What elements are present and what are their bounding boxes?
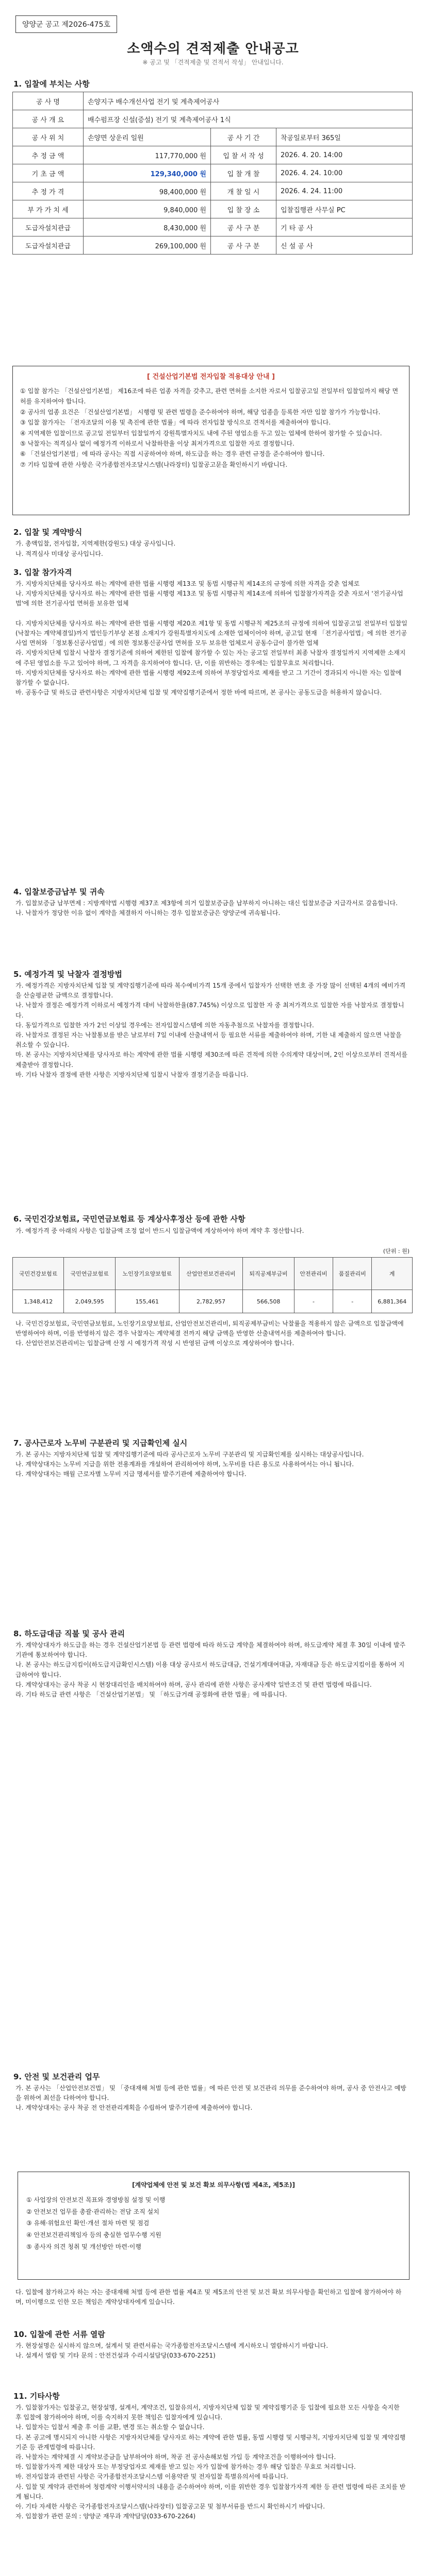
column-header: 계 xyxy=(372,1258,413,1290)
table-label: 입 찰 서 작 성 xyxy=(211,146,276,164)
table-row xyxy=(13,236,413,255)
table-value: 2026. 4. 24. 10:00 xyxy=(276,164,413,182)
page-title: 소액수의 견적제출 안내공고 xyxy=(127,41,299,57)
safety-line: ③ 유해·위험요인 확인·개선 절차 마련 및 점검 xyxy=(26,2219,150,2227)
table-cell: 566,508 xyxy=(243,1290,294,1313)
section-8-body: 가. 계약상대자가 하도급을 하는 경우 건설산업기본법 등 관련 법령에 따라 하도급 계약을 체결하여야 하며, 하도급계약 체결 후 30일 이내에 발주기관에 통보하여야 합니다. 나. 본 공사는 하도급지킴이(하도급지급확인시스템) 이용 대상 공사로서 하도급대금, 건설기계대여대금, 자재대금 등은 하도급지킴이를 통하여 지급하여야 합니다. 다. 계약상대자는 공사 착공 시 현장대리인을 배치하여야 하며, 공사 관리에 관한 사항은 공사계약 일반조건 및 관련 법령에 따릅니다. 라. 기타 하도급 관련 사항은 「건설산업기본법」 및 「하도급거래 공정화에 관한 법률」에 따릅니다. xyxy=(15,1641,406,1698)
notice-line: ⑦ 기타 입찰에 관한 사항은 국가종합전자조달시스템(나라장터) 입찰공고문을 확인하시기 바랍니다. xyxy=(20,461,288,468)
table-value: 117,770,000 원 xyxy=(84,146,211,164)
section-11-heading: 11. 기타사항 xyxy=(13,2392,60,2401)
table-cell: 1,348,412 xyxy=(13,1290,64,1313)
table-value: 98,400,000 원 xyxy=(84,182,211,200)
section-2-line: 가. 총액입찰, 전자입찰, 지역제한(강원도) 대상 공사입니다. xyxy=(15,540,176,547)
table-label: 공 사 기 간 xyxy=(211,128,276,146)
table-label: 추 정 금 액 xyxy=(13,146,84,164)
section-4-heading: 4. 입찰보증금납부 및 귀속 xyxy=(13,887,105,896)
section-2-line: 나. 적격심사 미대상 공사입니다. xyxy=(15,550,103,557)
insurance-fee-table xyxy=(12,1257,413,1313)
table-value: 배수펌프장 신설(증설) 전기 및 계측제어공사 1식 xyxy=(84,110,413,128)
column-header: 산업안전보건관리비 xyxy=(179,1258,243,1290)
table-cell: - xyxy=(333,1290,372,1313)
section-7-heading: 7. 공사근로자 노무비 구분관리 및 지급확인제 실시 xyxy=(13,1438,188,1448)
section-9-heading: 9. 안전 및 보건관리 업무 xyxy=(13,2072,100,2081)
safety-obligations-box xyxy=(18,2172,409,2280)
table-cell: - xyxy=(294,1290,333,1313)
column-header: 퇴직공제부금비 xyxy=(243,1258,294,1290)
column-header: 국민건강보험료 xyxy=(13,1258,64,1290)
column-header: 품질관리비 xyxy=(333,1258,372,1290)
safety-box-title: [계약업체에 안전 및 보건 확보 의무사항(법 제4조, 제5조)] xyxy=(132,2181,295,2189)
column-header: 국민연금보험료 xyxy=(64,1258,115,1290)
table-label: 공 사 구 분 xyxy=(211,218,276,236)
page-subtitle: ※ 공고 및 「견적제출 및 견적서 작성」 안내입니다. xyxy=(142,59,284,66)
section-6-note: 나. 국민건강보험료, 국민연금보험료, 노인장기요양보험료, 산업안전보건관리비, 퇴직공제부금비는 낙찰률을 적용하지 않은 금액으로 입찰금액에 반영하여야 하며, 이를 반영하지 않은 경우 낙찰자는 계약체결 전까지 해당 금액을 반영한 산출내역서를 제출하여야 합니다. 다. 산업안전보건관리비는 입찰금액 산정 시 예정가격 작성 시 반영된 금액 이상으로 계상하여야 합니다. xyxy=(15,1320,404,1347)
table-row xyxy=(13,1290,413,1313)
section-4-body: 가. 입찰보증금 납부면제 : 지방계약법 시행령 제37조 제3항에 의거 입찰보증금을 납부하지 아니하는 대신 입찰보증금 지급각서로 갈음합니다. 나. 낙찰자가 정당한 이유 없이 계약을 체결하지 아니하는 경우 입찰보증금은 양양군에 귀속됩니다. xyxy=(15,900,398,917)
section-9-body: 가. 본 공사는 「산업안전보건법」 및 「중대재해 처벌 등에 관한 법률」에 따른 안전 및 보건관리 의무를 준수하여야 하며, 공사 중 안전사고 예방을 위하여 최선을 다하여야 합니다. 나. 계약상대자는 공사 착공 전 안전관리계획을 수립하여 발주기관에 제출하여야 합니다. xyxy=(15,2084,406,2112)
table-row xyxy=(13,128,413,146)
notice-line: ③ 입찰 참가자는 「전자조달의 이용 및 촉진에 관한 법률」에 따라 전자입찰 방식으로 견적서를 제출하여야 합니다. xyxy=(20,419,331,427)
section-5-body: 가. 예정가격은 지방자치단체 입찰 및 계약집행기준에 따라 복수예비가격 15개 중에서 입찰자가 선택한 번호 중 가장 많이 선택된 4개의 예비가격을 산술평균한 금액으로 결정합니다. 나. 낙찰자 결정은 예정가격 이하로서 예정가격 대비 낙찰하한율(87.745%) 이상으로 입찰한 자 중 최저가격으로 입찰한 자를 낙찰자로 결정합니다. 다. 동일가격으로 입찰한 자가 2인 이상일 경우에는 전자입찰시스템에 의한 자동추첨으로 낙찰자를 결정합니다. 라. 낙찰자로 결정된 자는 낙찰통보를 받은 날로부터 7일 이내에 산출내역서 등 필요한 서류를 제출하여야 하며, 기한 내 제출하지 않으면 낙찰을 취소할 수 있습니다. 마. 본 공사는 지방자치단체를 당사자로 하는 계약에 관한 법률 시행령 제30조에 따른 견적에 의한 수의계약 대상이며, 2인 이상으로부터 견적서를 제출받아 결정합니다. 바. 기타 낙찰자 결정에 관한 사항은 지방자치단체 입찰시 낙찰자 결정기준을 따릅니다. xyxy=(15,982,407,1078)
notice-line: ① 입찰 참가는 「건설산업기본법」 제16조에 따른 업종 자격을 갖추고, 관련 면허를 소지한 자로서 입찰공고일 전일부터 입찰일까지 해당 면허를 유지하여야 합니다. xyxy=(20,387,399,405)
column-header: 안전관리비 xyxy=(294,1258,333,1290)
table-unit-label: (단위 : 원) xyxy=(383,1248,409,1255)
table-row xyxy=(13,146,413,164)
section-6-heading: 6. 국민건강보험료, 국민연금보험료 등 계상사후정산 등에 관한 사항 xyxy=(13,1214,245,1224)
table-label: 추 정 가 격 xyxy=(13,182,84,200)
section-5-heading: 5. 예정가격 및 낙찰자 결정방법 xyxy=(13,970,122,979)
table-row xyxy=(13,110,413,128)
table-value: 입찰집행관 사무실 PC xyxy=(276,200,413,218)
table-label: 입 찰 장 소 xyxy=(211,200,276,218)
section-8-heading: 8. 하도급대금 직불 및 공사 관리 xyxy=(13,1629,125,1638)
table-value: 9,840,000 원 xyxy=(84,200,211,218)
bid-info-table xyxy=(12,92,413,255)
table-cell: 155,461 xyxy=(115,1290,179,1313)
column-header: 노인장기요양보험료 xyxy=(115,1258,179,1290)
table-header-row xyxy=(13,1258,413,1290)
table-value: 2026. 4. 24. 11:00 xyxy=(276,182,413,200)
notice-line: ⑥ 「건설산업기본법」에 따라 공사는 직접 시공하여야 하며, 하도급을 하는 경우 관련 규정을 준수하여야 합니다. xyxy=(20,450,325,458)
notice-line: ④ 지역제한 입찰이므로 공고일 전일부터 입찰일까지 강원특별자치도 내에 주된 영업소를 두고 있는 업체에 한하여 참가할 수 있습니다. xyxy=(20,429,382,437)
section-3-body: 가. 지방자치단체를 당사자로 하는 계약에 관한 법률 시행령 제13조 및 동법 시행규칙 제14조의 규정에 의한 자격을 갖춘 업체로 나. 지방자치단체를 당사자로 하는 계약에 관한 법률 시행령 제13조 및 동법 시행규칙 제14조에 의하여 입찰참가자격을 갖춘 자로서 '전기공사업법'에 의한 전기공사업 면허를 보유한 업체 다. 지방자치단체를 당사자로 하는 계약에 관한 법률 시행령 제20조 제1항 및 동법 시행규칙 제25조의 규정에 의하여 입찰공고일 전일부터 입찰일(낙찰자는 계약체결일)까지 법인등기부상 본점 소재지가 강원특별자치도에 소재한 업체이어야 하며, 공고일 현재 「전기공사업법」에 의한 전기공사업 면허와 「정보통신공사업법」에 의한 정보통신공사업 면허를 모두 보유한 업체로서 공동수급이 불가한 업체 라. 지방자치단체 입찰시 낙찰자 결정기준에 의하여 제한된 입찰에 참가할 수 있는 자는 공고일 전일부터 최종 낙찰자 결정일까지 지역제한 소재지에 주된 영업소를 두고 있어야 하며, 그 자격을 유지하여야 합니다. 단, 이를 위반하는 경우에는 입찰무효로 처리합니다. 마. 지방자치단체를 당사자로 하는 계약에 관한 법률 시행령 제92조에 의하여 부정당업자로 제재를 받고 그 기간이 경과되지 아니한 자는 입찰에 참가할 수 없습니다. 바. 공동수급 및 하도급 관련사항은 지방자치단체 입찰 및 계약집행기준에서 정한 바에 따르며, 본 공사는 공동도급을 허용하지 않습니다. xyxy=(15,580,407,697)
section-9-extra: 다. 입찰에 참가하고자 하는 자는 중대재해 처벌 등에 관한 법률 제4조 및 제5조의 안전 및 보건 확보 의무사항을 확인하고 입찰에 참가하여야 하며, 미이행으로 인한 모든 책임은 계약상대자에게 있습니다. xyxy=(15,2289,402,2306)
table-cell: 6,881,364 xyxy=(372,1290,413,1313)
section-1-heading: 1. 입찰에 부치는 사항 xyxy=(13,79,90,89)
notice-line: ② 공사의 업종 요건은 「건설산업기본법」 시행령 및 관련 법령을 준수하여야 하며, 해당 업종을 등록한 자만 입찰 참가가 가능합니다. xyxy=(20,408,381,416)
table-label: 공 사 위 치 xyxy=(13,128,84,146)
table-label: 도급자설치관급 xyxy=(13,218,84,236)
table-row xyxy=(13,200,413,218)
table-row xyxy=(13,164,413,182)
table-cell: 2,782,957 xyxy=(179,1290,243,1313)
section-10-body: 가. 현장설명은 실시하지 않으며, 설계서 및 관련서류는 국가종합전자조달시스템에 게시하오니 열람하시기 바랍니다. 나. 설계서 열람 및 기타 문의 : 안전건설과 수리시설담당(033-670-2251) xyxy=(15,2342,329,2360)
table-row xyxy=(13,218,413,236)
section-11-body: 가. 입찰참가자는 입찰공고, 현장설명, 설계서, 계약조건, 입찰유의서, 지방자치단체 입찰 및 계약집행기준 등 입찰에 필요한 모든 사항을 숙지한 후 입찰에 참가하여야 하며, 이를 숙지하지 못한 책임은 입찰자에게 있습니다. 나. 입찰자는 입찰서 제출 후 이를 교환, 변경 또는 취소할 수 없습니다. 다. 본 공고에 명시되지 아니한 사항은 지방자치단체를 당사자로 하는 계약에 관한 법률, 동법 시행령 및 시행규칙, 지방자치단체 입찰 및 계약집행기준 등 관계법령에 따릅니다. 라. 낙찰자는 계약체결 시 계약보증금을 납부하여야 하며, 착공 전 공사손해보험 가입 등 계약조건을 이행하여야 합니다. 마. 입찰참가자격 제한 대상자 또는 부정당업자로 제재를 받고 있는 자가 입찰에 참가하는 경우 해당 입찰은 무효로 처리합니다. 바. 전자입찰과 관련된 사항은 국가종합전자조달시스템 이용약관 및 전자입찰 특별유의서에 따릅니다. 사. 입찰 및 계약과 관련하여 청렴계약 이행서약서의 내용을 준수하여야 하며, 이를 위반한 경우 입찰참가자격 제한 등 관련 법령에 따른 조치를 받게 됩니다. 아. 기타 자세한 사항은 국가종합전자조달시스템(나라장터) 입찰공고문 및 첨부서류를 반드시 확인하시기 바랍니다. 자. 입찰참가 관련 문의 : 양양군 재무과 계약담당(033-670-2264) xyxy=(15,2404,406,2520)
table-label: 도급자설치관급 xyxy=(13,236,84,255)
table-value: 신 설 공 사 xyxy=(276,236,413,255)
table-row xyxy=(13,92,413,110)
table-label: 공 사 개 요 xyxy=(13,110,84,128)
notice-line: ⑤ 낙찰자는 적격심사 없이 예정가격 이하로서 낙찰하한율 이상 최저가격으로 입찰한 자로 결정합니다. xyxy=(20,440,294,448)
section-6-intro: 가. 예정가격 중 아래의 사항은 입찰금액 조정 없이 반드시 입찰금액에 계상하여야 하며 계약 후 정산합니다. xyxy=(15,1227,304,1234)
table-value: 269,100,000 원 xyxy=(84,236,211,255)
table-row xyxy=(13,182,413,200)
table-label: 입 찰 개 찰 xyxy=(211,164,276,182)
notice-box-title: [ 건설산업기본법 전자입찰 적용대상 안내 ] xyxy=(147,373,275,381)
safety-line: ⑤ 종사자 의견 청취 및 개선방안 마련·이행 xyxy=(26,2243,141,2250)
table-label: 부 가 가 치 세 xyxy=(13,200,84,218)
table-label: 공 사 명 xyxy=(13,92,84,110)
section-7-body: 가. 본 공사는 지방자치단체 입찰 및 계약집행기준에 따라 공사근로자 노무비 구분관리 및 지급확인제를 실시하는 대상공사입니다. 나. 계약상대자는 노무비 지급을 위한 전용계좌를 개설하여 관리하여야 하며, 노무비를 다른 용도로 사용하여서는 아니 됩니다. 다. 계약상대자는 매월 근로자별 노무비 지급 명세서를 발주기관에 제출하여야 합니다. xyxy=(15,1451,364,1478)
table-label: 공 사 구 분 xyxy=(211,236,276,255)
table-value: 기 타 공 사 xyxy=(276,218,413,236)
section-2-heading: 2. 입찰 및 계약방식 xyxy=(13,528,83,537)
safety-line: ④ 안전보건관리책임자 등의 충실한 업무수행 지원 xyxy=(26,2231,161,2239)
construction-law-notice-box xyxy=(12,366,409,515)
table-value: 손양면 상운리 일원 xyxy=(84,128,211,146)
table-label: 기 초 금 액 xyxy=(13,164,84,182)
table-label: 개 찰 일 시 xyxy=(211,182,276,200)
safety-line: ② 안전보건 업무를 총괄·관리하는 전담 조직 설치 xyxy=(26,2208,159,2215)
safety-line: ① 사업장의 안전보건 목표와 경영방침 설정 및 이행 xyxy=(26,2196,166,2204)
table-value: 손양지구 배수개선사업 전기 및 계측제어공사 xyxy=(84,92,413,110)
table-value: 8,430,000 원 xyxy=(84,218,211,236)
table-cell: 2,049,595 xyxy=(64,1290,115,1313)
table-value: 착공일로부터 365일 xyxy=(276,128,413,146)
notice-number-tag: 양양군 공고 제2026-475호 xyxy=(15,15,117,33)
table-value: 2026. 4. 20. 14:00 xyxy=(276,146,413,164)
section-10-heading: 10. 입찰에 관한 서류 열람 xyxy=(13,2330,105,2339)
table-value: 129,340,000 원 xyxy=(84,164,211,182)
section-3-heading: 3. 입찰 참가자격 xyxy=(13,568,72,577)
